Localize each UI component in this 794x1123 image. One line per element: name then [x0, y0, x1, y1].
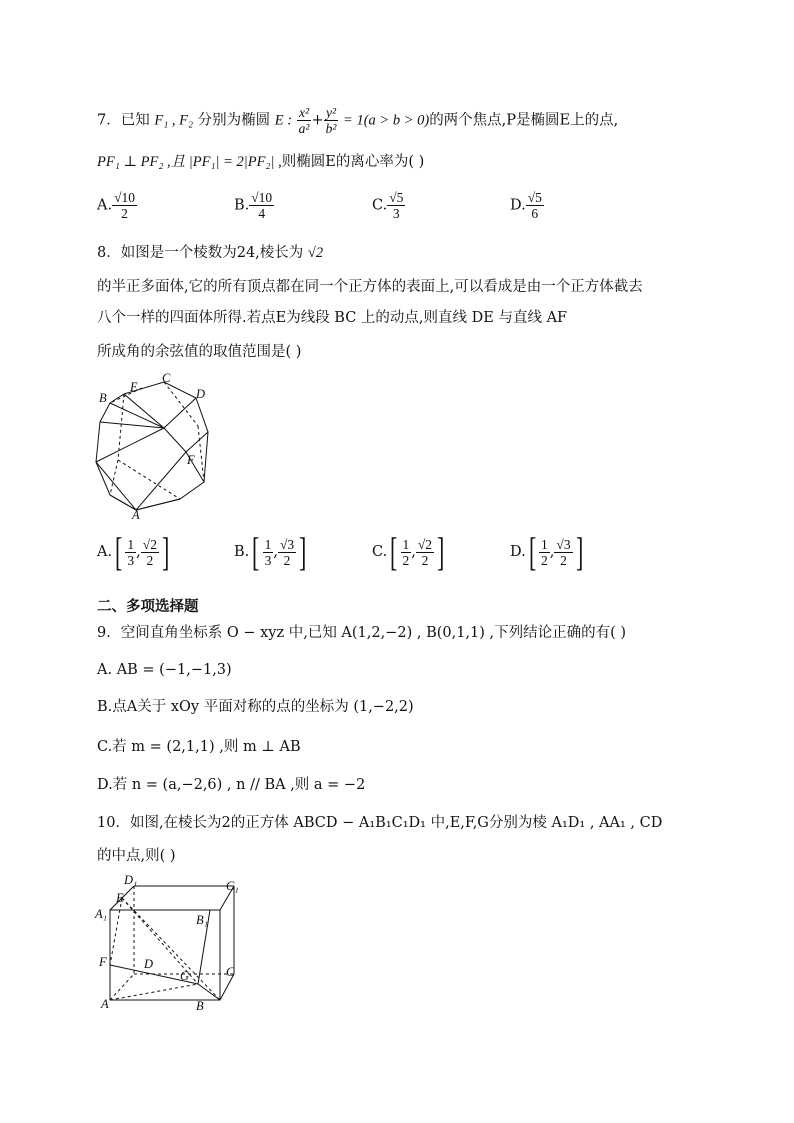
q9-stem: 9．空间直角坐标系 O − xyz 中,已知 A(1,2,−2) , B(0,1,1) ,下列结论正确的有( ): [97, 625, 627, 641]
q7-prefix: 7．已知: [97, 112, 150, 129]
q10-solid-edges: [110, 886, 234, 1000]
frac-num: √5: [527, 190, 542, 205]
frac-num: 1: [402, 536, 410, 552]
frac-den: 3: [264, 552, 272, 568]
q8-label-b: B: [99, 391, 107, 405]
q7-option-d[interactable]: [510, 190, 544, 221]
frac-hi: [278, 537, 296, 568]
option-label: B.: [234, 197, 250, 214]
frac-num: √10: [114, 190, 136, 205]
q8-line4: 所成角的余弦值的取值范围是( ): [97, 344, 302, 360]
frac-num: √10: [251, 190, 273, 205]
q7-option-c-frac: [387, 190, 405, 221]
frac-lo: [263, 537, 274, 568]
q8-option-b[interactable]: B.[ $\frac{1}{3}$ , $\frac{√3}{2}$ ]: [234, 529, 307, 574]
q8-root: √2: [307, 245, 324, 261]
frac-num: 1: [264, 536, 272, 552]
q10-label-b1: B₁: [196, 913, 208, 927]
q8-label-f: F: [187, 453, 195, 467]
q8-label-e: E: [130, 380, 138, 394]
right-bracket: ]: [437, 529, 445, 574]
q7-stem-line1: 7．已知 F₁ , F₂ 分别为椭圆 E : $\frac{\text{x²}}{\text{a²}}$ + $\frac{\text{y²}}{\text{b²}}$ = 1(a > b > 0)的两个焦点,P是椭圆E上的点,: [97, 105, 619, 136]
q7-eq-y-num: y²: [324, 105, 339, 121]
frac-den: 3: [392, 206, 400, 221]
q7-eq-x-den: a²: [298, 121, 310, 136]
q8-option-d[interactable]: D.[ $\frac{1}{2}$ , $\frac{√3}{2}$ ]: [510, 529, 583, 574]
q7-eq-rhs: = 1(a > b > 0): [343, 112, 430, 129]
q8-label-a: A: [132, 508, 140, 520]
q10-line2: 的中点,则( ): [97, 848, 176, 864]
frac-den: 3: [127, 552, 135, 568]
option-label: D.: [510, 197, 526, 214]
q9-option-d[interactable]: D.若 n = (a,−2,6) , n // BA ,则 a = −2: [97, 777, 366, 793]
q7-option-a-frac: [112, 190, 137, 221]
frac-num: 1: [541, 536, 548, 552]
q8-hidden-edges: [110, 382, 204, 499]
option-label: B.: [234, 544, 250, 560]
q10-label-f: F: [99, 955, 107, 969]
frac-den: 2: [421, 552, 429, 568]
q7-stem-line2: [97, 152, 424, 172]
q10-cube-figure: [92, 872, 252, 1017]
frac-den: 2: [121, 206, 128, 221]
left-bracket: [: [528, 529, 537, 574]
q8-label-c: C: [162, 371, 171, 385]
right-bracket: ]: [299, 529, 307, 574]
q8-polyhedron-figure: [88, 370, 228, 520]
frac-den: 2: [283, 552, 291, 568]
q10-label-a: A: [101, 997, 109, 1011]
q7-mid: 分别为椭圆: [197, 112, 271, 129]
frac-num: √3: [556, 536, 571, 552]
q7-ellipse-name: E :: [274, 112, 293, 129]
frac-num: √2: [142, 536, 157, 552]
q7-eq-y-den: b²: [325, 121, 337, 136]
q8-option-a[interactable]: A.[ $\frac{1}{3}$ , $\frac{√2}{2}$ ]: [97, 529, 170, 574]
q7-condition: PF₁ ⊥ PF₂ ,且 |PF₁| = 2|PF₂| ,: [97, 154, 282, 170]
q7-eq-y-frac: [324, 105, 339, 136]
q10-label-d: D: [144, 957, 154, 971]
q7-option-a[interactable]: [97, 190, 137, 221]
frac-num: 1: [127, 536, 135, 552]
frac-den: 2: [541, 552, 548, 568]
frac-num: √2: [417, 536, 433, 552]
right-bracket: ]: [161, 529, 170, 574]
q10-line1: 10．如图,在棱长为2的正方体 ABCD − A₁B₁C₁D₁ 中,E,F,G分别为棱 A₁D₁ , AA₁ , CD: [97, 815, 663, 831]
q8-line1: [97, 243, 323, 263]
frac-num: √5: [389, 190, 404, 205]
q10-label-c1: C₁: [226, 879, 239, 893]
q9-option-b[interactable]: B.点A关于 xOy 平面对称的点的坐标为 (1,−2,2): [97, 699, 414, 715]
section-title: 二、多项选择题: [97, 599, 199, 615]
q10-label-b: B: [196, 999, 204, 1013]
option-label: A.: [97, 197, 113, 214]
frac-den: 4: [258, 206, 266, 221]
q7-option-b[interactable]: [234, 190, 274, 221]
right-bracket: ]: [575, 529, 583, 574]
frac-den: 2: [146, 552, 154, 568]
q8-line2: 的半正多面体,它的所有顶点都在同一个正方体的表面上,可以看成是由一个正方体截去: [97, 279, 643, 295]
q9-option-a[interactable]: A. AB = (−1,−1,3): [97, 662, 232, 678]
left-bracket: [: [115, 529, 123, 574]
q7-question: 则椭圆E的离心率为( ): [281, 154, 425, 170]
q7-option-c[interactable]: [372, 190, 405, 221]
q7-option-b-frac: [249, 190, 274, 221]
frac-lo: [401, 537, 412, 568]
frac-den: 2: [402, 552, 410, 568]
q7-eq-x-frac: [297, 105, 312, 136]
q8-line1-text: 8．如图是一个棱数为24,棱长为: [97, 245, 304, 261]
frac-lo: [125, 537, 136, 568]
q7-foci: F₁ , F₂: [154, 112, 194, 129]
left-bracket: [: [252, 529, 260, 574]
q7-suffix: 的两个焦点,P是椭圆E上的点,: [429, 112, 619, 129]
q9-option-c[interactable]: C.若 m = (2,1,1) ,则 m ⊥ AB: [97, 739, 301, 755]
option-label: D.: [510, 544, 526, 560]
q10-hidden-edges: [110, 886, 234, 1000]
q10-label-d1: D₁: [124, 873, 138, 887]
frac-num: √3: [279, 536, 295, 552]
q8-label-d: D: [196, 387, 206, 401]
left-bracket: [: [390, 529, 398, 574]
option-label: C.: [372, 197, 388, 214]
frac-hi: [554, 537, 572, 568]
q10-label-g: G: [180, 969, 190, 983]
q7-eq-x-num: x²: [297, 105, 312, 121]
frac-lo: [539, 537, 550, 568]
q8-line3: 八个一样的四面体所得.若点E为线段 BC 上的动点,则直线 DE 与直线 AF: [97, 310, 568, 326]
option-label: A.: [97, 544, 113, 560]
q10-label-e: E: [116, 891, 124, 905]
frac-den: 6: [531, 206, 539, 221]
q10-label-c: C: [226, 965, 235, 979]
q8-option-c[interactable]: C.[ $\frac{1}{2}$ , $\frac{√2}{2}$ ]: [372, 529, 445, 574]
frac-den: 2: [560, 552, 567, 568]
frac-hi: [141, 537, 159, 568]
frac-hi: [416, 537, 434, 568]
q10-label-a1: A₁: [95, 907, 107, 921]
q7-option-d-frac: [526, 190, 544, 221]
option-label: C.: [372, 544, 388, 560]
